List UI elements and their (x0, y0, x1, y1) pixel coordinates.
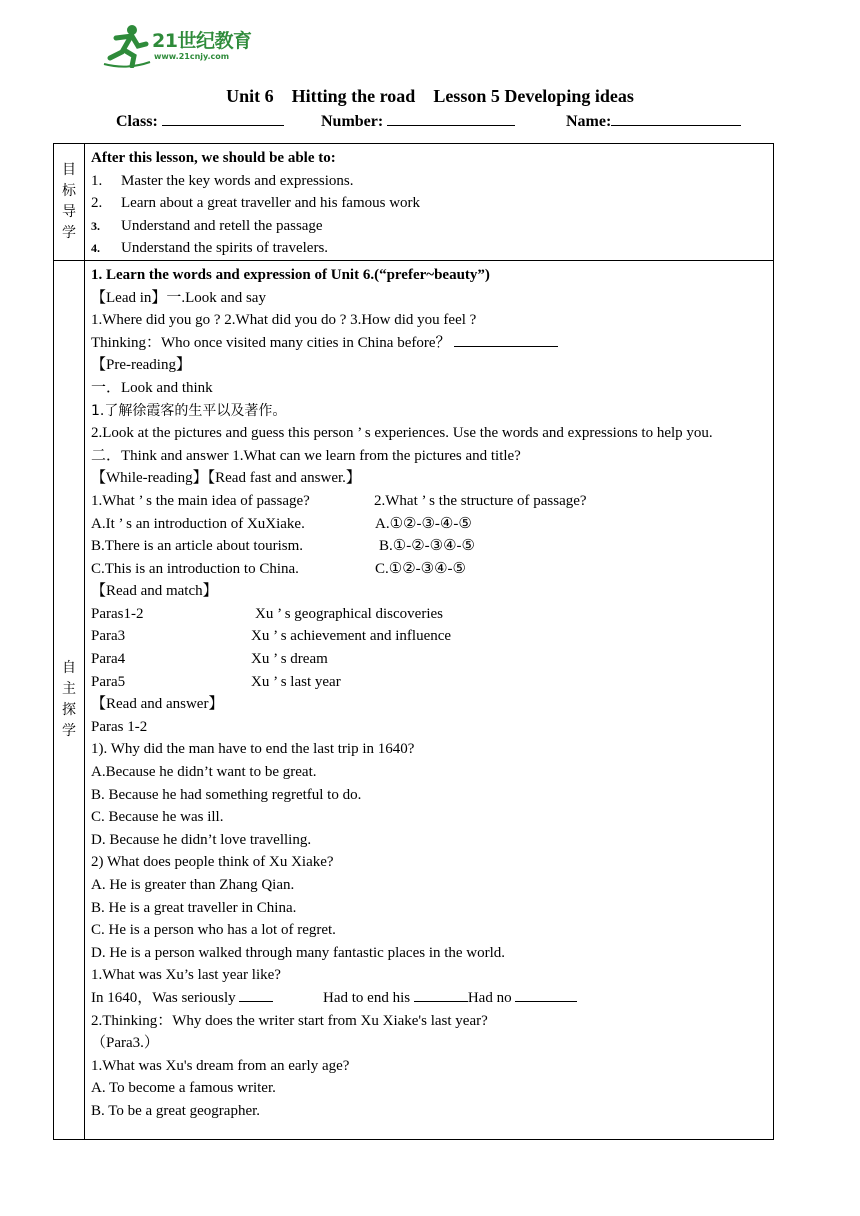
logo (102, 24, 272, 68)
pre-reading-heading: 【Pre-reading】 (91, 357, 191, 374)
side-char: 目 (62, 161, 76, 178)
class-blank[interactable] (162, 111, 284, 126)
goals-row (54, 144, 774, 261)
question: 1.What was Xu's dream from an early age? (91, 1057, 350, 1074)
side-char: 学 (62, 722, 76, 739)
goals-heading: After this lesson, we should be able to: (91, 150, 336, 166)
goal-item: 4. Understand the spirits of travelers. (91, 240, 329, 257)
match-row: Para4 Xu ’ s dream (91, 651, 328, 668)
fast-questions: 1.What ’ s the main idea of passage? 2.What ’ s the structure of passage? (91, 492, 587, 509)
fast-option-row: A.It ’ s an introduction of XuXiake. A.①②-③-④-⑤ (91, 515, 472, 532)
look-think-item: 1.了解徐霞客的生平以及著作。 (91, 402, 287, 419)
fast-option-row: C.This is an introduction to China. C.①②-③④-⑤ (91, 560, 466, 577)
option: A.Because he didn’t want to be great. (91, 764, 317, 781)
option: A. He is greater than Zhang Qian. (91, 877, 295, 893)
fast-option-row: B.There is an article about tourism. B.①-②-③④-⑤ (91, 538, 475, 555)
name-blank[interactable] (611, 111, 741, 126)
answer-blank[interactable] (414, 987, 468, 1002)
question: 1.What was Xu’s last year like? (91, 967, 281, 984)
study-row (54, 260, 774, 1139)
read-match-heading: 【Read and match】 (91, 583, 218, 600)
goal-item: 3. Understand and retell the passage (91, 217, 323, 234)
match-row: Para3 Xu ’ s achievement and influence (91, 628, 452, 645)
number-blank[interactable] (387, 111, 515, 126)
study-content (85, 260, 774, 1139)
goal-item: 2. Learn about a great traveller and his famous work (91, 195, 421, 212)
answer-blank[interactable] (515, 987, 577, 1002)
logo-url: www.21cnjy.com (154, 52, 230, 61)
side-char: 探 (62, 701, 76, 718)
option: B. To be a great geographer. (91, 1102, 261, 1119)
number-label: Number: (321, 113, 384, 130)
goals-content (85, 144, 774, 261)
option: D. Because he didn’t love travelling. (91, 831, 312, 848)
side-char: 主 (62, 680, 76, 697)
name-field[interactable] (566, 111, 741, 131)
name-label: Name: (566, 113, 612, 130)
class-field[interactable] (116, 111, 284, 131)
thinking-question: Thinking：Who once visited many cities in China before？ (91, 332, 767, 355)
goal-item: 1. Master the key words and expressions. (91, 172, 354, 189)
page-title: Unit 6 Hitting the road Lesson 5 Developing ideas (226, 86, 634, 106)
look-think-heading: 一．Look and think (91, 379, 213, 396)
option: A. To become a famous writer. (91, 1080, 276, 1097)
think-answer: 二．Think and answer 1.What can we learn from the pictures and title? (91, 447, 521, 464)
match-row: Para5 Xu ’ s last year (91, 673, 341, 690)
study-heading: 1. Learn the words and expression of Unit 6.(“prefer~beauty”) (91, 266, 490, 283)
side-char: 标 (62, 182, 76, 199)
number-field[interactable] (321, 111, 515, 131)
worksheet-table (53, 143, 774, 1140)
thinking-question: 2.Thinking：Why does the writer start from Xu Xiake's last year? (91, 1012, 488, 1029)
option: D. He is a person walked through many fantastic places in the world. (91, 944, 506, 961)
logo-brand: 21世纪教育 (152, 30, 252, 52)
paras-label: Paras 1-2 (91, 718, 148, 735)
fill-in-row: In 1640，Was seriously Had to end his Had no (91, 987, 767, 1010)
running-man-icon (102, 24, 152, 68)
para-label: （Para3.） (91, 1035, 159, 1052)
option: C. He is a person who has a lot of regret. (91, 922, 336, 939)
goals-side-label (54, 144, 85, 261)
lead-in-questions: 1.Where did you go ? 2.What did you do ? 3.How did you feel ? (91, 312, 477, 329)
side-char: 学 (62, 224, 76, 241)
study-side-label (54, 260, 85, 1139)
side-char: 自 (62, 659, 76, 676)
option: C. Because he was ill. (91, 809, 224, 826)
answer-blank[interactable] (454, 332, 558, 347)
lead-in-heading: 【Lead in】一.Look and say (91, 289, 266, 306)
option: B. Because he had something regretful to do. (91, 786, 362, 803)
match-row: Paras1-2 Xu ’ s geographical discoveries (91, 605, 443, 622)
class-label: Class: (116, 113, 158, 130)
answer-blank[interactable] (239, 987, 273, 1002)
look-think-item: 2.Look at the pictures and guess this person ’ s experiences. Use the words and expressions to help you. (91, 425, 713, 442)
question: 1). Why did the man have to end the last trip in 1640? (91, 741, 415, 758)
read-answer-heading: 【Read and answer】 (91, 696, 224, 713)
while-reading-heading: 【While-reading】【Read fast and answer.】 (91, 470, 361, 487)
option: B. He is a great traveller in China. (91, 899, 297, 916)
side-char: 导 (62, 203, 76, 220)
question: 2) What does people think of Xu Xiake? (91, 854, 334, 871)
